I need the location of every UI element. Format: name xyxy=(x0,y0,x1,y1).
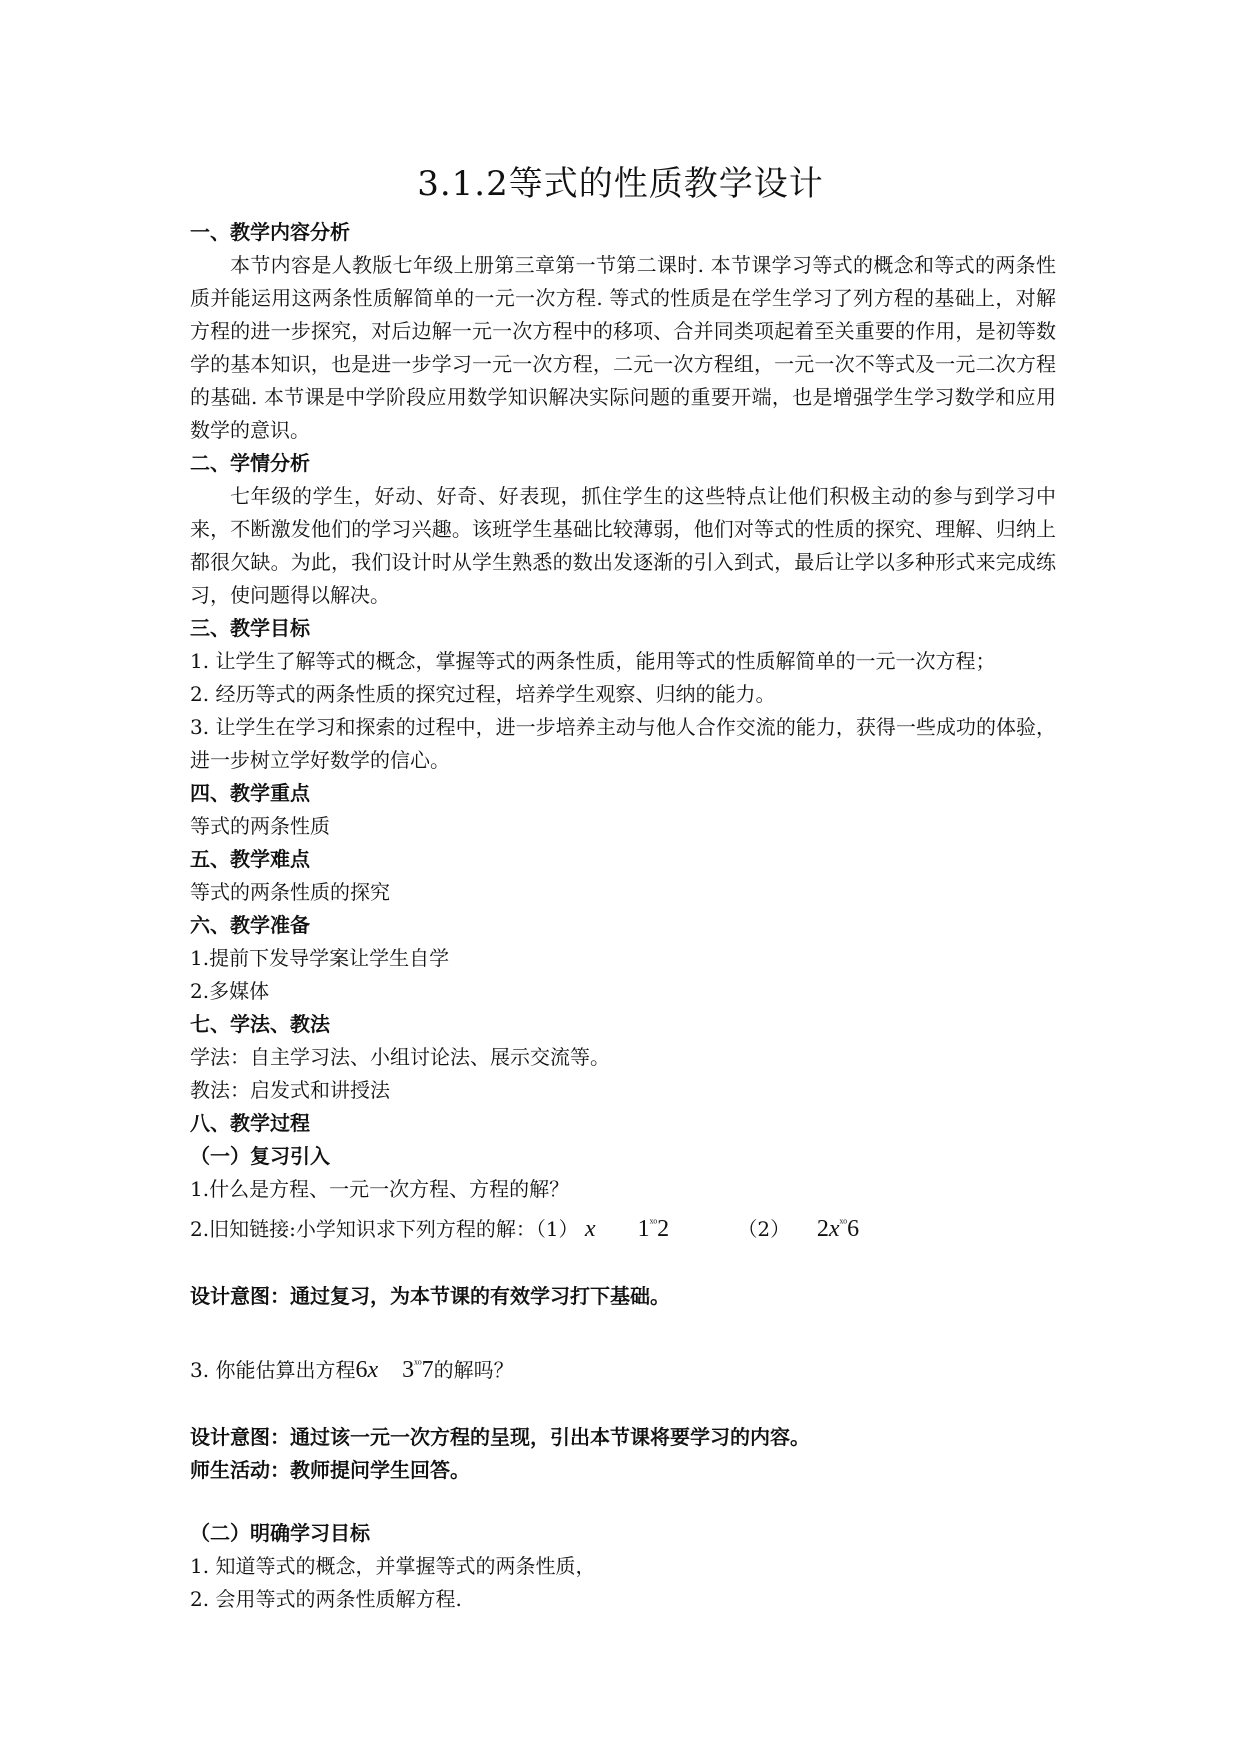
section-heading-difficulties: 五、教学难点 xyxy=(190,847,310,871)
section-heading-key-points: 四、教学重点 xyxy=(190,781,310,805)
eq3-op: ˣᵒ xyxy=(414,1356,422,1371)
design-intent-1: 设计意图：通过复习，为本节课的有效学习打下基础。 xyxy=(190,1284,670,1308)
eq3-var: x xyxy=(367,1357,379,1383)
document-body xyxy=(190,216,1056,1616)
eq2-op: ˣᵒ xyxy=(839,1215,848,1230)
question-3-prefix: 3. 你能估算出方程 xyxy=(190,1358,356,1382)
section-heading-preparation: 六、教学准备 xyxy=(190,913,310,937)
goal-item-1: 1. 让学生了解等式的概念，掌握等式的两条性质，能用等式的性质解简单的一元一次方程； xyxy=(190,649,996,673)
preparation-item-2: 2.多媒体 xyxy=(190,979,270,1003)
question-1: 1.什么是方程、一元一次方程、方程的解？ xyxy=(190,1177,570,1201)
key-points-text: 等式的两条性质 xyxy=(190,814,330,838)
section-heading-student-analysis: 二、学情分析 xyxy=(190,451,310,475)
goal-item-2: 2. 经历等式的两条性质的探究过程，培养学生观察、归纳的能力。 xyxy=(190,682,776,706)
eq2-var: x xyxy=(828,1216,840,1242)
goal-item-3: 3. 让学生在学习和探索的过程中，进一步培养主动与他人合作交流的能力，获得一些成功的体验，进一步树立学好数学的信心。 xyxy=(190,715,1056,772)
content-analysis-paragraph: 本节内容是人教版七年级上册第三章第一节第二课时. 本节课学习等式的概念和等式的两条性质并能运用这两条性质解简单的一元一次方程. 等式的性质是在学生学习了列方程的基础上，对解方程的进一步探究，对后边解一元一次方程中的移项、合并同类项起着至关重要的作用，是初等数学的基本知识，也是进一步学习一元一次方程，二元一次方程组，一元一次不等式及一元二次方程的基础. 本节课是中学阶段应用数学知识解决实际问题的重要开端，也是增强学生学习数学和应用数学的意识。 xyxy=(190,253,1056,442)
methods-learning: 学法：自主学习法、小组讨论法、展示交流等。 xyxy=(190,1045,610,1069)
learning-goal-2: 2. 会用等式的两条性质解方程. xyxy=(190,1587,462,1611)
section-heading-content-analysis: 一、教学内容分析 xyxy=(190,220,350,244)
question-2-mid: （2） xyxy=(737,1217,791,1241)
methods-teaching: 教法：启发式和讲授法 xyxy=(190,1078,390,1102)
eq1-b: 2 xyxy=(657,1216,670,1242)
section-heading-methods: 七、学法、教法 xyxy=(190,1012,330,1036)
teacher-student-activity: 师生活动：教师提问学生回答。 xyxy=(190,1458,470,1482)
eq3-b: 7 xyxy=(421,1357,434,1383)
preparation-item-1: 1.提前下发导学案让学生自学 xyxy=(190,946,450,970)
difficulties-text: 等式的两条性质的探究 xyxy=(190,880,390,904)
question-3 xyxy=(190,1347,1056,1387)
equation-3 xyxy=(355,1357,433,1383)
section-heading-process: 八、教学过程 xyxy=(190,1111,310,1135)
eq3-a: 3 xyxy=(402,1357,415,1383)
eq1-a: 1 xyxy=(637,1216,650,1242)
eq2-b: 6 xyxy=(847,1216,860,1242)
equation-2 xyxy=(817,1216,859,1242)
eq2-coef: 2 xyxy=(816,1216,829,1242)
question-2-prefix: 2.旧知链接:小学知识求下列方程的解：（1） xyxy=(190,1217,579,1241)
eq1-op: ˣᵒ xyxy=(649,1215,658,1230)
equation-1 xyxy=(585,1216,675,1242)
eq3-coef: 6 xyxy=(355,1357,368,1383)
section-heading-goals: 三、教学目标 xyxy=(190,616,310,640)
subheading-review: （一）复习引入 xyxy=(190,1144,330,1168)
subheading-learning-goals: （二）明确学习目标 xyxy=(190,1521,370,1545)
question-2 xyxy=(190,1206,1056,1246)
student-analysis-paragraph: 七年级的学生，好动、好奇、好表现，抓住学生的这些特点让他们积极主动的参与到学习中来，不断激发他们的学习兴趣。该班学生基础比较薄弱，他们对等式的性质的探究、理解、归纳上都很欠缺。为此，我们设计时从学生熟悉的数出发逐渐的引入到式，最后让学以多种形式来完成练习，使问题得以解决。 xyxy=(190,484,1056,607)
learning-goal-1: 1. 知道等式的概念，并掌握等式的两条性质， xyxy=(190,1554,596,1578)
eq1-var: x xyxy=(584,1216,596,1242)
document-title: 3.1.2等式的性质教学设计 xyxy=(417,164,824,204)
design-intent-2: 设计意图：通过该一元一次方程的呈现，引出本节课将要学习的内容。 xyxy=(190,1425,810,1449)
question-3-suffix: 的解吗？ xyxy=(433,1358,514,1382)
